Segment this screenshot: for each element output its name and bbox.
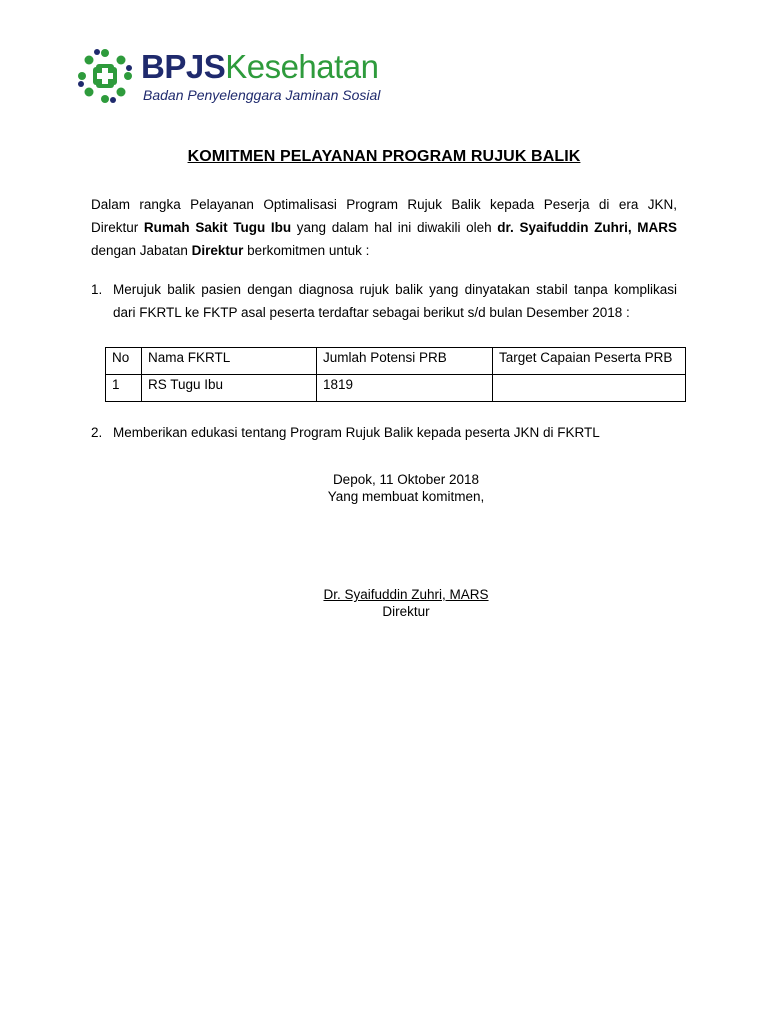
intro-line-3-post: berkomitmen untuk : — [243, 243, 370, 258]
prb-table — [105, 347, 686, 402]
list-item-body — [113, 421, 677, 444]
logo-bpjs-text: BPJS — [141, 48, 226, 85]
table-row — [106, 375, 686, 402]
director-name: dr. Syaifuddin Zuhri, MARS — [497, 220, 678, 235]
position-title: Direktur — [191, 243, 244, 258]
intro-line-3-pre: dengan Jabatan — [91, 243, 192, 258]
table-header-cell: Nama FKRTL — [142, 348, 317, 375]
intro-line-2 — [91, 216, 677, 239]
list-item-line: dari FKRTL ke FKTP asal peserta terdaftar sebagai berikut s/d bulan Desember 2018 : — [113, 305, 630, 320]
logo-wordmark — [141, 48, 379, 86]
intro-line-2-pre: Direktur — [91, 220, 144, 235]
table-cell: 1819 — [317, 375, 493, 402]
document-title: KOMITMEN PELAYANAN PROGRAM RUJUK BALIK — [187, 148, 581, 165]
list-item-line: Memberikan edukasi tentang Program Rujuk Balik kepada peserta JKN di FKRTL — [113, 425, 600, 440]
maker-label: Yang membuat komitmen, — [327, 489, 485, 504]
logo-kesehatan-text: Kesehatan — [225, 48, 379, 85]
signer-position: Direktur — [382, 604, 430, 619]
table-cell — [493, 375, 686, 402]
table-cell: RS Tugu Ibu — [142, 375, 317, 402]
place-date: Depok, 11 Oktober 2018 — [332, 472, 480, 487]
hospital-name: Rumah Sakit Tugu Ibu — [143, 220, 292, 235]
logo-subtitle: Badan Penyelenggara Jaminan Sosial — [143, 87, 381, 103]
bpjs-emblem-icon — [77, 48, 133, 104]
intro-line-2-mid: yang dalam hal ini diwakili oleh — [291, 220, 498, 235]
signer-name: Dr. Syaifuddin Zuhri, MARS — [323, 587, 489, 602]
intro-line-1: Dalam rangka Pelayanan Optimalisasi Program Rujuk Balik kepada Peserja di era JKN, — [91, 197, 677, 212]
table-header-cell: No — [106, 348, 142, 375]
table-header-cell: Target Capaian Peserta PRB — [493, 348, 686, 375]
list-item-line: Merujuk balik pasien dengan diagnosa rujuk balik yang dinyatakan stabil tanpa komplikasi — [113, 282, 677, 297]
list-item-number: 1. — [91, 282, 103, 297]
intro-line-3 — [91, 239, 677, 262]
bpjs-logo — [77, 48, 397, 108]
list-item-number: 2. — [91, 425, 103, 440]
intro-paragraph — [91, 193, 677, 262]
table-header-cell: Jumlah Potensi PRB — [317, 348, 493, 375]
table-cell: 1 — [106, 375, 142, 402]
table-header-row — [106, 348, 686, 375]
list-item-body — [113, 278, 677, 324]
